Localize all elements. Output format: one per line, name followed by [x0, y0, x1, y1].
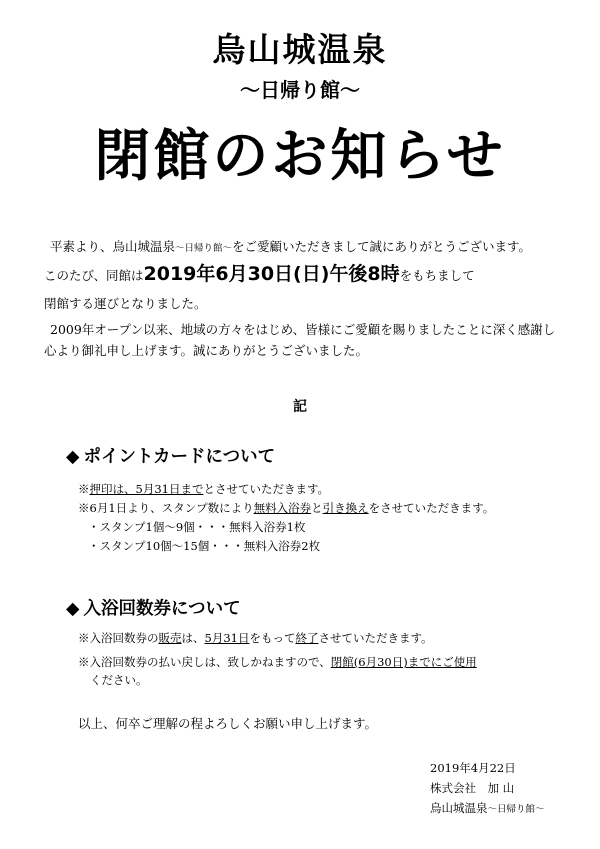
sales-term: 販売 [158, 631, 182, 645]
tickets-heading [66, 595, 241, 620]
stamp-tier-2: ・スタンプ10個～15個・・・無料入浴券2枚 [88, 539, 321, 553]
diamond-bullet-icon: ◆ [66, 447, 80, 467]
point-card-heading-text: ポイントカードについて [83, 447, 276, 467]
use-by-closing: 閉館(6月30日)までにご使用 [330, 655, 477, 669]
intro-line-5: 心より御礼申し上げます。誠にありがとうございました。 [44, 343, 369, 358]
page-headline: 閉館のお知らせ [94, 124, 506, 189]
item-mark: ※ [78, 482, 90, 496]
signature-facility [430, 798, 545, 820]
intro-line-2-b: をもちまして [399, 268, 475, 283]
tickets-heading-text: 入浴回数券について [83, 599, 241, 619]
signature-facility-small: ～日帰り館～ [487, 804, 545, 815]
closing-remark: 以上、何卒ご理解の程よろしくお願い申し上げます。 [78, 716, 378, 731]
intro-line-2-a: このたび、同館は [44, 268, 144, 283]
item-text: をさせていただきます。 [368, 501, 495, 515]
point-card-item-1 [78, 480, 329, 498]
facility-subtitle: ～日帰り館～ [240, 78, 360, 102]
tickets-item-2-cont: ください。 [90, 673, 148, 687]
tickets-item-1 [78, 629, 433, 647]
stamp-deadline: 押印は、5月31日まで [89, 482, 204, 496]
intro-line-3: 閉館する運びとなりました。 [44, 296, 207, 311]
intro-line-2 [44, 265, 475, 285]
closing-date: 2019年6月30日(日)午後8時 [143, 263, 400, 285]
facility-name: 烏山城温泉 [212, 30, 388, 69]
stamp-tier-1: ・スタンプ1個～9個・・・無料入浴券1枚 [88, 520, 306, 534]
point-card-item-2 [78, 499, 494, 517]
item-text: は、 [181, 631, 205, 645]
tickets-item-2 [78, 653, 477, 671]
intro-line-1-a: 平素より、烏山城温泉 [50, 239, 176, 254]
notice-date: 2019年4月22日 [430, 761, 516, 775]
intro-line-1-small: ～日帰り館～ [175, 243, 233, 254]
item-text: と [311, 501, 323, 515]
intro-line-4: 2009年オープン以来、地域の方々をはじめ、皆様にご愛顧を賜りましたことに深く感謝し [50, 322, 556, 337]
item-text: をもって [249, 631, 296, 645]
company-name: 株式会社 加 山 [430, 781, 515, 795]
ki-marker: 記 [293, 399, 307, 415]
sales-end-date: 5月31日 [204, 631, 250, 645]
item-text: ※6月1日より、スタンプ数により [78, 501, 254, 515]
item-text: ※入浴回数券の [78, 631, 159, 645]
item-text: ※入浴回数券の払い戻しは、致しかねますので、 [78, 655, 331, 669]
intro-line-1 [50, 237, 531, 258]
end-term: 終了 [295, 631, 319, 645]
diamond-bullet-icon: ◆ [66, 599, 80, 619]
item-text: させていただきます。 [318, 631, 433, 645]
point-card-heading [66, 443, 275, 468]
exchange-term: 引き換え [322, 501, 369, 515]
free-ticket-term: 無料入浴券 [253, 501, 312, 515]
intro-line-1-b: をご愛顧いただきまして誠にありがとうございます。 [232, 239, 532, 254]
signature-facility-name: 烏山城温泉 [430, 801, 488, 815]
item-text: とさせていただきます。 [203, 482, 330, 496]
